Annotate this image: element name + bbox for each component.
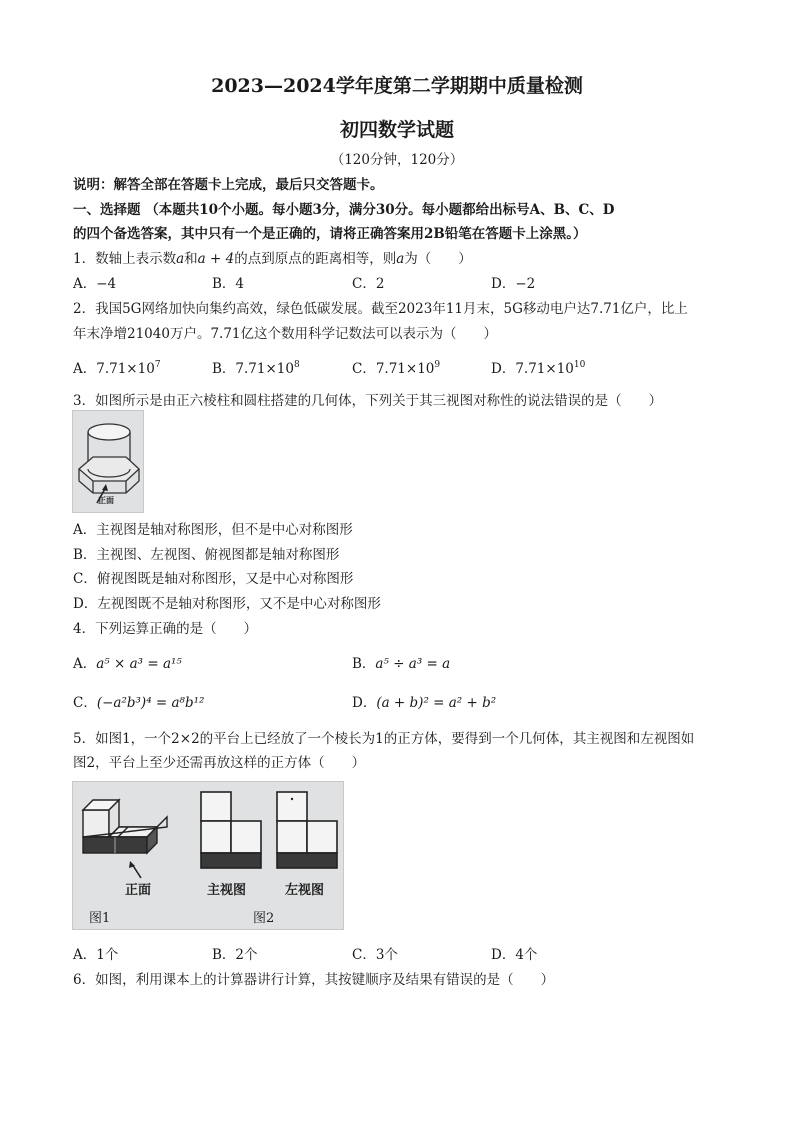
q4-option-b: B．a⁵ ÷ a³ = a bbox=[352, 656, 451, 672]
q2-stem-line2: 年末净增21040万户。7.71亿这个数用科学记数法可以表示为（ ） bbox=[73, 326, 498, 342]
q1-option-b: B．4 bbox=[212, 276, 245, 292]
q3-option-a: A．主视图是轴对称图形，但不是中心对称图形 bbox=[73, 522, 353, 538]
q5-label-left-view: 左视图 bbox=[285, 883, 325, 898]
q5-option-c: C．3个 bbox=[352, 947, 398, 963]
exam-meta: （120分钟，120分） bbox=[330, 152, 464, 168]
q3-figure bbox=[72, 410, 144, 513]
page-subtitle: 初四数学试题 bbox=[339, 119, 454, 141]
q3-option-b: B．主视图、左视图、俯视图都是轴对称图形 bbox=[73, 547, 340, 563]
q5-label-fig1: 图1 bbox=[89, 911, 111, 926]
q1-option-a: A．−4 bbox=[73, 276, 117, 292]
page-title: 2023—2024学年度第二学期期中质量检测 bbox=[211, 75, 583, 97]
q4-option-d: D．(a + b)² = a² + b² bbox=[352, 695, 497, 711]
section-heading-line2: 的四个备选答案，其中只有一个是正确的，请将正确答案用2B铅笔在答题卡上涂黑。） bbox=[73, 226, 587, 242]
q2-option-a: A．$7.71\times 10^7$ bbox=[73, 360, 161, 377]
q1-option-c: C．2 bbox=[352, 276, 385, 292]
q5-option-b: B．2个 bbox=[212, 947, 258, 963]
q2-stem-line1: 2．我国5G网络加快向集约高效，绿色低碳发展。截至2023年11月末，5G移动电户达7.71亿户，比上 bbox=[73, 301, 688, 317]
q4-option-a: A．a⁵ × a³ = a¹⁵ bbox=[73, 656, 182, 672]
q2-option-c: C．$7.71\times 10^9$ bbox=[352, 360, 441, 377]
q5-figure bbox=[72, 781, 344, 930]
q3-stem: 3．如图所示是由正六棱柱和圆柱搭建的几何体，下列关于其三视图对称性的说法错误的是（ ） bbox=[73, 393, 663, 409]
q5-label-front: 正面 bbox=[125, 883, 152, 898]
q2-option-d: D．$7.71\times 10^{10}$ bbox=[491, 360, 586, 377]
q5-label-main-view: 主视图 bbox=[207, 883, 247, 898]
q2-option-b: B．$7.71\times 10^8$ bbox=[212, 360, 300, 377]
q5-option-a: A．1个 bbox=[73, 947, 119, 963]
q3-option-c: C．俯视图既是轴对称图形，又是中心对称图形 bbox=[73, 571, 354, 587]
section-heading-line1: 一、选择题 （本题共10个小题。每小题3分，满分30分。每小题都给出标号A、B、C、D bbox=[73, 202, 615, 218]
q5-label-fig2: 图2 bbox=[253, 911, 275, 926]
q6-stem: 6．如图，利用课本上的计算器讲行计算，其按键顺序及结果有错误的是（ ） bbox=[73, 972, 555, 988]
q3-figure-label: 正面 bbox=[98, 495, 114, 505]
q4-option-c: C．(−a²b³)⁴ = a⁸b¹² bbox=[73, 695, 205, 711]
q5-option-d: D．4个 bbox=[491, 947, 538, 963]
instructions: 说明：解答全部在答题卡上完成，最后只交答题卡。 bbox=[73, 177, 384, 193]
q5-stem-line2: 图2，平台上至少还需再放这样的正方体（ ） bbox=[73, 755, 366, 771]
q4-stem: 4．下列运算正确的是（ ） bbox=[73, 621, 258, 637]
q5-stem-line1: 5．如图1，一个2×2的平台上已经放了一个棱长为1的正方体，要得到一个几何体，其主视图和左视图如 bbox=[73, 731, 695, 747]
q1-option-d: D．−2 bbox=[491, 276, 536, 292]
q3-option-d: D．左视图既不是轴对称图形，又不是中心对称图形 bbox=[73, 596, 381, 612]
q1-stem: 1．数轴上表示数a和a + 4的点到原点的距离相等，则a为（ ） bbox=[73, 251, 472, 267]
cubes-drawing bbox=[73, 782, 343, 929]
